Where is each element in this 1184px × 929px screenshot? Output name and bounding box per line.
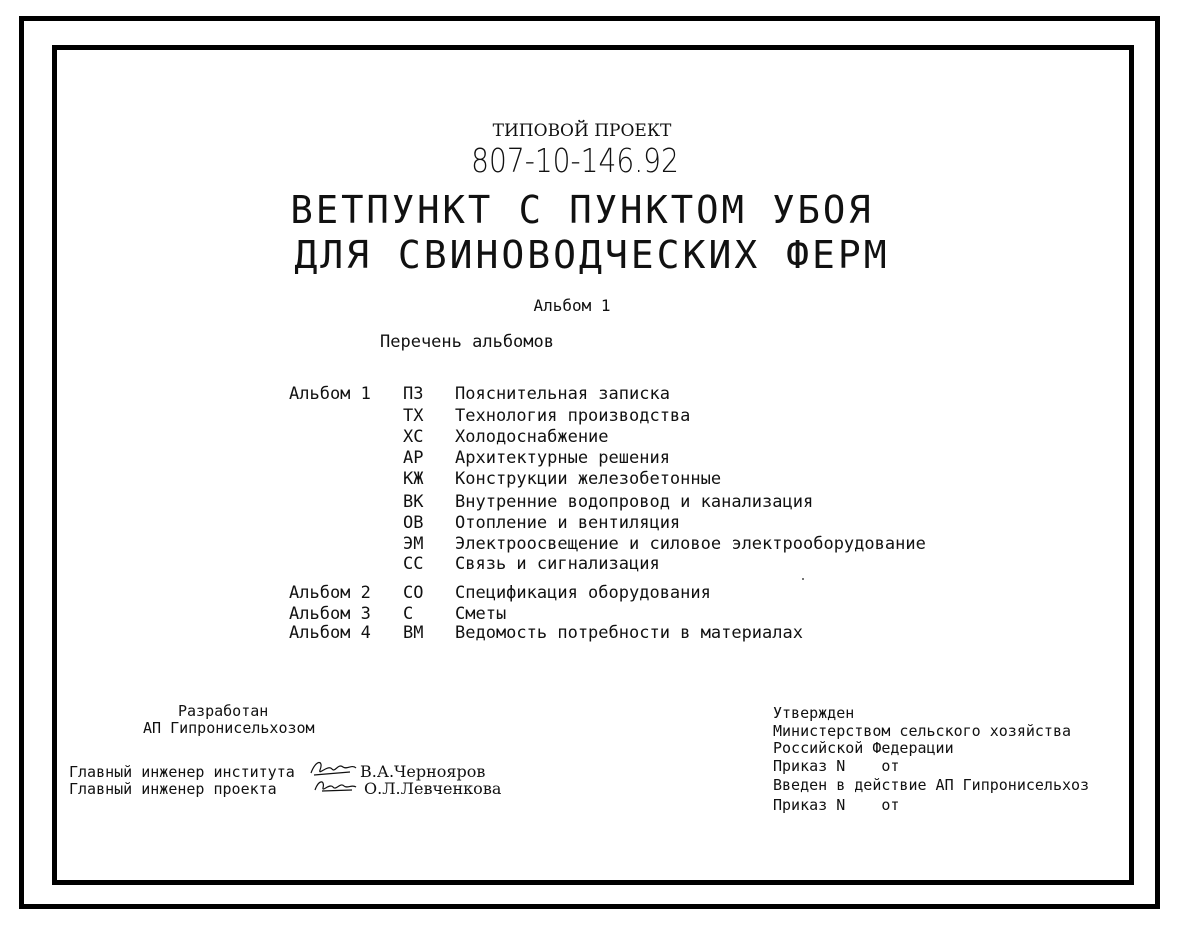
developed-label: Разработан [178, 702, 269, 720]
approved-label: Утвержден [773, 704, 855, 722]
section-code: ВМ [403, 623, 424, 643]
enacted-order: Приказ N от [773, 796, 900, 814]
developed-org: АП Гипронисельхозом [143, 719, 315, 737]
title-line-2: ДЛЯ СВИНОВОДЧЕСКИХ ФЕРМ [294, 233, 890, 277]
section-name: Сметы [455, 604, 507, 624]
enacted-label: Введен в действие АП Гипронисельхоз [773, 776, 1090, 794]
section-name: Архитектурные решения [455, 448, 670, 468]
signature-chief-project [312, 776, 358, 796]
project-code: 807-10-146.92 [471, 141, 679, 180]
project-type-label: ТИПОВОЙ ПРОЕКТ [492, 121, 672, 141]
section-name: Технология производства [455, 406, 691, 426]
section-name: Холодоснабжение [455, 427, 609, 447]
section-code: ПЗ [403, 384, 424, 404]
section-code: ТХ [403, 406, 424, 426]
chief-project-name: О.Л.Левченкова [364, 779, 502, 798]
approved-federation: Российской Федерации [773, 739, 954, 757]
section-code: ХС [403, 427, 424, 447]
section-name: Отопление и вентиляция [455, 513, 681, 533]
section-name: Связь и сигнализация [455, 554, 660, 574]
section-code: С [403, 604, 414, 624]
section-code: АР [403, 448, 424, 468]
chief-institute-name: В.А.Чернояров [360, 762, 486, 781]
section-name: Электроосвещение и силовое электрооборудование [455, 534, 926, 554]
approved-ministry: Министерством сельского хозяйства [773, 722, 1072, 740]
section-name: Внутренние водопровод и канализация [455, 492, 814, 512]
section-code: ВК [403, 492, 424, 512]
album-label: Альбом 1 [533, 296, 611, 315]
section-code: СО [403, 583, 424, 603]
album-number: Альбом 3 [289, 604, 371, 624]
section-code: ЭМ [403, 534, 424, 554]
chief-project-label: Главный инженер проекта [69, 780, 277, 798]
section-code: СС [403, 554, 424, 574]
album-list-heading: Перечень альбомов [380, 332, 554, 352]
approved-order: Приказ N от [773, 757, 900, 775]
section-code: КЖ [403, 469, 424, 489]
section-code: ОВ [403, 513, 424, 533]
chief-institute-label: Главный инженер института [69, 763, 295, 781]
scan-speck [802, 578, 804, 580]
section-name: Ведомость потребности в материалах [455, 623, 803, 643]
album-number: Альбом 1 [289, 384, 371, 404]
title-line-1: ВЕТПУНКТ С ПУНКТОМ УБОЯ [290, 188, 874, 232]
section-name: Конструкции железобетонные [455, 469, 722, 489]
album-number: Альбом 2 [289, 583, 371, 603]
album-number: Альбом 4 [289, 623, 371, 643]
section-name: Пояснительная записка [455, 384, 670, 404]
section-name: Спецификация оборудования [455, 583, 711, 603]
